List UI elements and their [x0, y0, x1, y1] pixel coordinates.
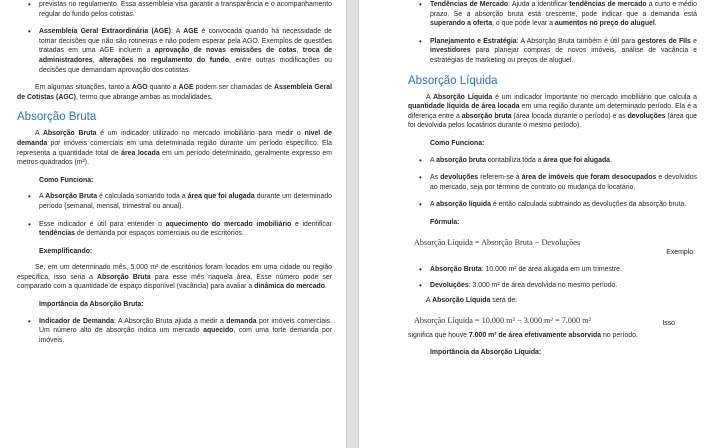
list-item-age: • Assembleia Geral Extraordinária (AGE): A AGE é convocada quando há necessidade de tomar decisões que não são rotineiras e não podem esperar pela AGO. Exemplos de questões tratadas em uma AGE incluem a aprovação de novas emissões de cotas, troca de administradores, alterações no regulamento do fundo, entre outras modificações ou decisões que demandam aprovação dos cotistas.: [17, 27, 332, 75]
list-item-planejamento: • Planejamento e Estratégia: A Absorção Bruta também é útil para gestores de FIIs e investidores para planejar compras de novos imóveis, análise de vacância e estratégias de marketing ou preços de aluguel.: [408, 37, 697, 66]
bullet-list-importancia-bruta: [17, 317, 332, 346]
paragraph-situations: Em algumas situações, tanto a AGO quanto a AGE podem ser chamadas de Assembleia Geral de Cotistas (AGC), termo que abrange ambas as modalidades.: [17, 84, 332, 101]
bullet-list-como-funciona: [17, 192, 332, 238]
subheading-importancia-bruta: Importância da Absorção Bruta:: [39, 301, 144, 309]
bullet-list-exemplo: [408, 265, 697, 290]
list-item-ago-continuation: [17, 0, 332, 19]
paragraph-absorcao-liquida-definition: A Absorção Líquida é um indicador importante no mercado imobiliário que calcula a quantidade líquida de área locada em uma região durante um determinado período. Ela é a diferença entre a absorção bruta (área locada durante o período) e as devoluções (área que foi devolvida pelos locatários durante o mesmo período).: [408, 93, 697, 130]
formula-calc: Absorção Líquida = 10.000 m² − 3.000 m² = 7.000 m²: [414, 315, 591, 325]
bullet-list-assembleias: [17, 0, 332, 75]
subheading-como-funciona: Como Funciona:: [39, 176, 94, 184]
list-item-ex-bruta: • Absorção Bruta: 10.000 m² de área alugada em um trimestre.: [408, 265, 697, 275]
word-isso: Isso: [662, 319, 675, 327]
heading-absorcao-liquida: Absorção Líquida: [408, 74, 498, 87]
paragraph-absorcao-bruta-definition: A Absorção Bruta é um indicador utilizado no mercado imobiliário para medir o nível de demanda por imóveis comerciais em uma determinada região durante um período específico. Ela representa a quantidade total de área locada em um período determinado, geralmente expresso em metros quadrados (m²).: [17, 130, 332, 167]
subheading-formula: Fórmula:: [430, 218, 460, 226]
bullet-list-importancia-bruta-cont: [408, 0, 697, 66]
term-age: Assembleia Geral Extraordinária (AGE): [39, 28, 171, 36]
label-exemplo: Exemplo:: [666, 248, 695, 256]
page-gutter: [346, 0, 359, 448]
list-item-util: • Esse indicador é útil para entender o aquecimento do mercado imobiliário e identificar tendências de demanda por espaços comerciais ou de escritórios.: [17, 220, 332, 239]
list-item-indicador-demanda: • Indicador de Demanda: A Absorção Bruta ajuda a medir a demanda por imóveis comerciais. Um número alto de absorção indica um mercado aquecido, com uma forte demanda por imóveis.: [17, 317, 332, 346]
subheading-exemplificando: Exemplificando:: [39, 247, 93, 255]
subheading-como-funciona-liquida: Como Funciona:: [430, 139, 485, 147]
heading-absorcao-bruta: Absorção Bruta: [17, 111, 97, 124]
paragraph-example: Se, em um determinado mês, 5.000 m² de escritórios foram locados em uma cidade ou região específica, isso seria a Absorção Bruta para esse mês naquela área. Esse número pode ser comparado com a quantidade de espaço disponível (vacância) para avaliar a dinâmica do mercado.: [17, 264, 332, 291]
formula-absorcao-liquida: Absorção Líquida = Absorção Bruta − Devoluções: [414, 237, 581, 247]
list-item-calculada: • A Absorção Bruta é calculada somando toda a área que foi alugada durante um determinado período (semanal, mensal, trimestral ou anual).: [17, 192, 332, 211]
list-item-tendencias: • Tendências de Mercado: Ajuda a identificar tendências de mercado a curto e médio prazo. Se a absorção bruta está crescente, pode indicar que a demanda está superando a oferta, o que pode levar a aumentos no preço do aluguel.: [408, 0, 697, 29]
paragraph-significa: significa que houve 7.000 m² de área efetivamente absorvida no período.: [408, 331, 638, 339]
document-page-left: [0, 0, 346, 448]
list-item-liquida: • A absorção líquida é então calculada subtraindo as devoluções da absorção bruta.: [408, 200, 697, 210]
paragraph-text: previstas no regulamento. Essa assembleia visa garantir a transparência e o acompanhamento regular do fundo pelos cotistas.: [39, 1, 332, 18]
formula-row-calc: [408, 316, 697, 328]
document-page-right: [359, 0, 709, 448]
list-item-contabiliza: • A absorção bruta contabiliza toda a área que foi alugada.: [408, 156, 697, 166]
subheading-importancia-liquida: Importância da Absorção Líquida:: [430, 349, 542, 357]
list-item-ex-devolucoes: • Devoluções: 3.000 m² de área devolvida no mesmo período.: [408, 281, 697, 291]
list-item-devolucoes: • As devoluções referem-se à área de imóveis que foram desocupados e devolvidos ao mercado, seja por término de contrato ou mudança do locatário.: [408, 173, 697, 192]
bullet-list-como-funciona-liquida: [408, 156, 697, 210]
paragraph-sera-de: A Absorção Líquida será de:: [426, 297, 518, 305]
